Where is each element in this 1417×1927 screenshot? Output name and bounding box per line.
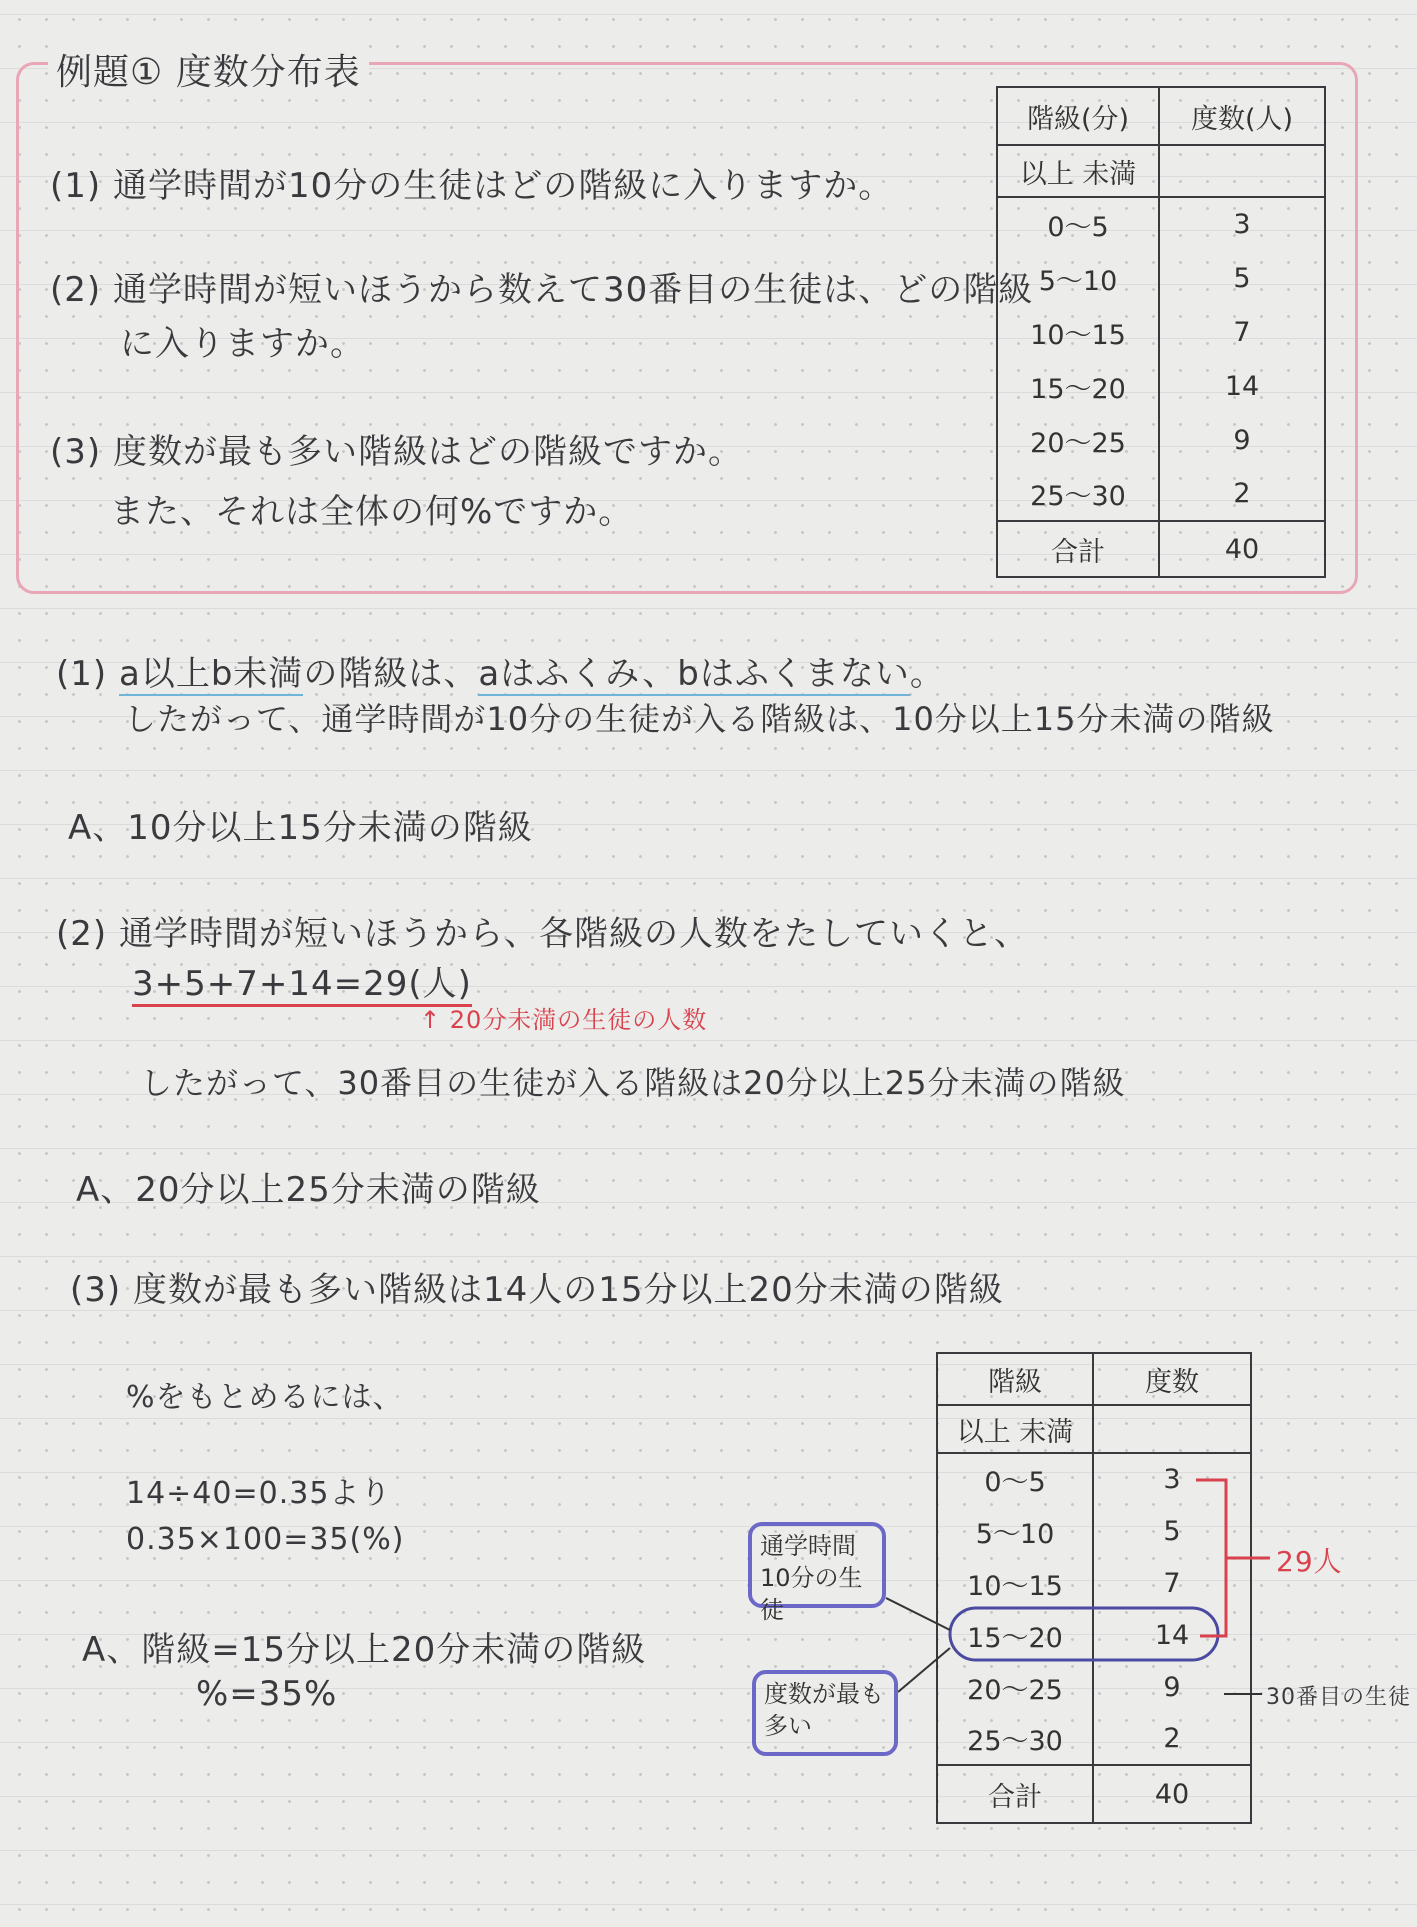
table-cell: 3	[1093, 1453, 1251, 1505]
table1-subheader: 以上 未満	[997, 145, 1159, 197]
table-cell: 0～5	[997, 197, 1159, 251]
answer3-calc2: 0.35×100=35(%)	[126, 1522, 405, 1557]
table-cell: 5～10	[937, 1505, 1093, 1557]
answer2-line1: (2) 通学時間が短いほうから、各階級の人数をたしていくと、	[56, 914, 1029, 954]
note-most-frequent: 度数が最も多い	[752, 1670, 898, 1756]
table-cell: 5	[1159, 251, 1325, 305]
table-cell: 0～5	[937, 1453, 1093, 1505]
table1-header-class: 階級(分)	[997, 87, 1159, 145]
table-cell: 15～20	[937, 1609, 1093, 1661]
answer2-sum: 3+5+7+14=	[132, 964, 363, 1007]
answer3-calc1: 14÷40=0.35より	[126, 1476, 392, 1511]
answer1-line2: したがって、通学時間が10分の生徒が入る階級は、10分以上15分未満の階級	[124, 700, 1275, 738]
table-cell: 20～25	[937, 1661, 1093, 1713]
bracket	[1196, 1480, 1226, 1636]
table-cell: 7	[1159, 305, 1325, 359]
question-1: (1) 通学時間が10分の生徒はどの階級に入りますか。	[50, 166, 894, 206]
table-cell: 7	[1093, 1557, 1251, 1609]
table2-subheader: 以上 未満	[937, 1405, 1093, 1453]
answer3-final2: %=35%	[196, 1674, 338, 1714]
question-2-cont: に入りますか。	[120, 324, 365, 364]
answer1-text-2: 。	[909, 654, 945, 694]
question-3-cont: また、それは全体の何%ですか。	[110, 492, 634, 532]
answer3-pct-intro: %をもとめるには、	[126, 1380, 404, 1415]
table-cell: 2	[1093, 1713, 1251, 1765]
note2-connector	[898, 1648, 950, 1692]
table1-total-value: 40	[1159, 521, 1325, 577]
table-cell: 2	[1159, 467, 1325, 521]
answer1-num: (1)	[56, 654, 108, 694]
table-cell: 3	[1159, 197, 1325, 251]
note-10min-student: 通学時間 10分の生徒	[748, 1522, 886, 1608]
table2-total-label: 合計	[937, 1765, 1093, 1823]
table-cell: 10～15	[937, 1557, 1093, 1609]
table-cell: 5	[1093, 1505, 1251, 1557]
answer2-line3: したがって、30番目の生徒が入る階級は20分以上25分未満の階級	[140, 1064, 1126, 1102]
table1-total-label: 合計	[997, 521, 1159, 577]
answer2-final: A、20分以上25分未満の階級	[76, 1170, 541, 1210]
student30-label: 30番目の生徒	[1266, 1685, 1411, 1710]
answer2-result: 29(人)	[363, 964, 472, 1007]
table-cell: 25～30	[997, 467, 1159, 521]
table-cell: 14	[1093, 1609, 1251, 1661]
table2-header-freq: 度数	[1093, 1353, 1251, 1405]
table-cell: 15～20	[997, 359, 1159, 413]
table-cell: 25～30	[937, 1713, 1093, 1765]
table2-header-class: 階級	[937, 1353, 1093, 1405]
note1-connector	[886, 1598, 950, 1630]
answer1-final: A、10分以上15分未満の階級	[68, 808, 533, 848]
table-cell: 20～25	[997, 413, 1159, 467]
answer1-underline-1: a以上b未満	[118, 654, 304, 694]
table-cell: 10～15	[997, 305, 1159, 359]
highlight-oval	[950, 1608, 1218, 1660]
page-title: 例題① 度数分布表	[48, 44, 369, 95]
table-cell: 9	[1159, 413, 1325, 467]
answer1-underline-2: aはふくみ、bはふくまない	[478, 654, 910, 694]
table-cell: 14	[1159, 359, 1325, 413]
answer2-arrow-note: ↑ 20分未満の生徒の人数	[420, 1006, 708, 1034]
answer3-final1: A、階級=15分以上20分未満の階級	[82, 1630, 647, 1670]
table2-total-value: 40	[1093, 1765, 1251, 1823]
answer1-text-1: の階級は、	[303, 654, 479, 694]
question-2: (2) 通学時間が短いほうから数えて30番目の生徒は、どの階級	[50, 270, 1034, 310]
table-cell: 5～10	[997, 251, 1159, 305]
answer3-line1: (3) 度数が最も多い階級は14人の15分以上20分未満の階級	[70, 1270, 1004, 1310]
table1-header-freq: 度数(人)	[1159, 87, 1325, 145]
question-3: (3) 度数が最も多い階級はどの階級ですか。	[50, 432, 743, 472]
table-cell: 9	[1093, 1661, 1251, 1713]
bracket-label: 29人	[1276, 1545, 1343, 1578]
